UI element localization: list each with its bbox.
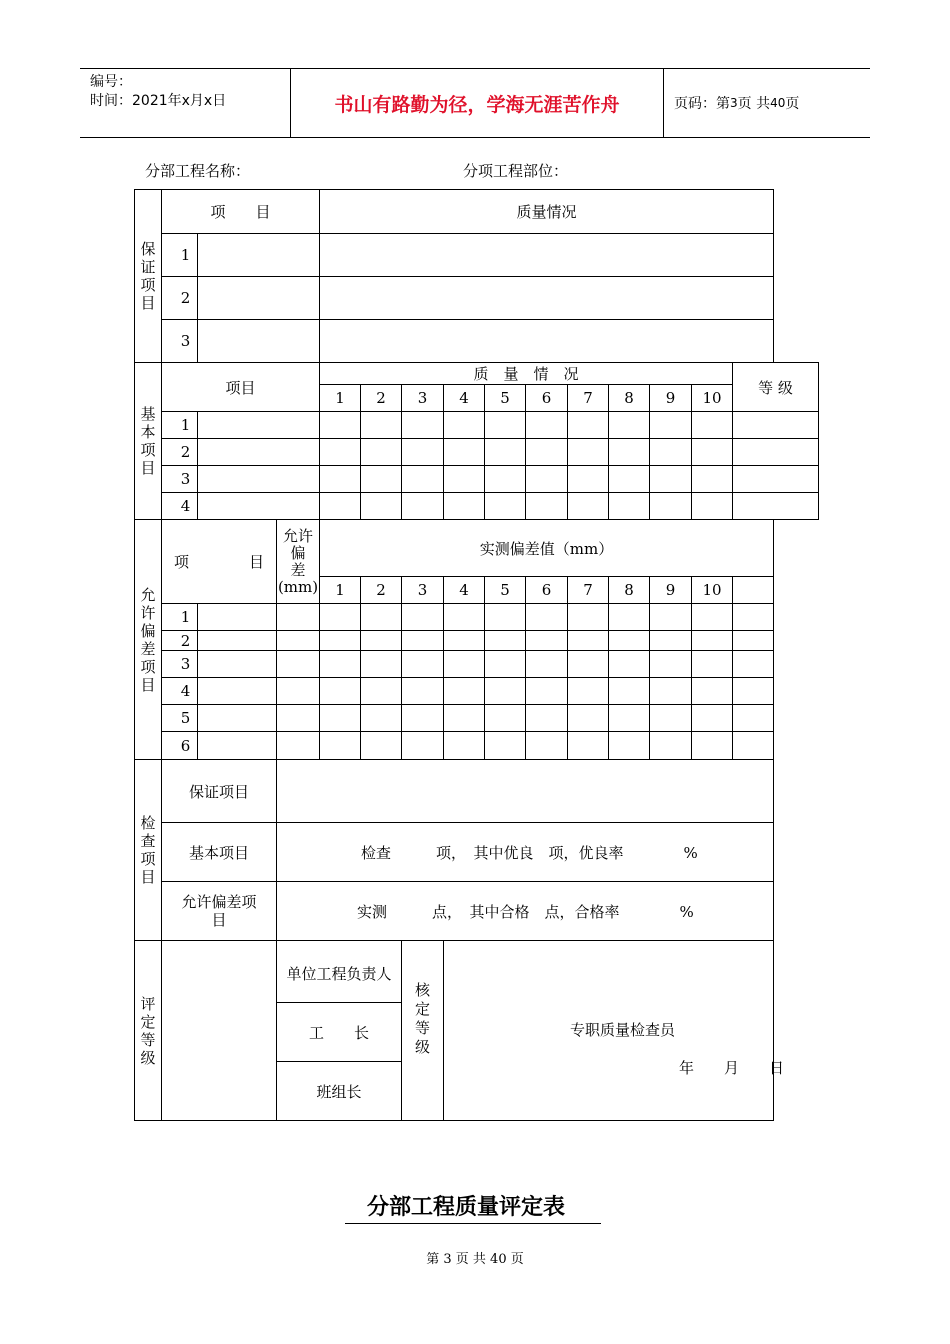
measured-value-cell[interactable] xyxy=(650,651,692,678)
guarantee-item-cell[interactable] xyxy=(198,234,320,277)
check-basic-label: 基本项目 xyxy=(162,823,277,882)
guarantee-quality-cell[interactable] xyxy=(320,234,774,277)
measured-value-cell[interactable] xyxy=(568,604,609,631)
column-number: 7 xyxy=(568,385,609,412)
basic-value-cell[interactable] xyxy=(485,412,526,439)
measured-value-cell[interactable] xyxy=(568,631,609,651)
time-label: 时间：2021年x月x日 xyxy=(90,93,227,109)
foreman-label: 工 长 xyxy=(277,1003,402,1062)
allow-deviation-cell[interactable] xyxy=(277,678,320,705)
measured-value-cell[interactable] xyxy=(444,678,485,705)
basic-value-cell[interactable] xyxy=(361,466,402,493)
measured-value-cell[interactable] xyxy=(568,678,609,705)
allow-row-number: 5 xyxy=(162,705,198,732)
measured-value-cell[interactable] xyxy=(609,678,650,705)
measured-value-cell[interactable] xyxy=(650,678,692,705)
sub-location-label: 分项工程部位： xyxy=(463,162,569,180)
measured-column-number: 6 xyxy=(526,577,568,604)
measured-value-cell[interactable] xyxy=(485,705,526,732)
basic-value-cell[interactable] xyxy=(485,439,526,466)
measured-value-cell[interactable] xyxy=(526,678,568,705)
measured-value-cell[interactable] xyxy=(650,732,692,760)
measured-value-cell[interactable] xyxy=(692,678,733,705)
guarantee-quality-cell[interactable] xyxy=(320,320,774,363)
team-leader-label: 班组长 xyxy=(277,1062,402,1121)
header-meta xyxy=(80,69,291,137)
allow-item-cell[interactable] xyxy=(198,631,277,651)
basic-value-cell[interactable] xyxy=(320,493,361,520)
inspector-area[interactable] xyxy=(444,941,785,1121)
page-number: 3 xyxy=(730,96,738,110)
basic-value-cell[interactable] xyxy=(444,439,485,466)
grade-cell[interactable] xyxy=(733,493,819,520)
eval-grade-cell[interactable] xyxy=(162,941,277,1121)
measured-value-cell[interactable] xyxy=(485,678,526,705)
measured-value-cell[interactable] xyxy=(485,631,526,651)
basic-value-cell[interactable] xyxy=(526,412,568,439)
basic-value-cell[interactable] xyxy=(650,466,692,493)
check-section-label: 检 查 项 目 xyxy=(135,760,162,941)
basic-value-cell[interactable] xyxy=(485,466,526,493)
measured-value-cell[interactable] xyxy=(526,705,568,732)
basic-value-cell[interactable] xyxy=(568,412,609,439)
item-header: 项 目 xyxy=(162,190,320,234)
basic-quality-header: 质 量 情 况 xyxy=(320,363,733,385)
page-suffix: 页 xyxy=(785,96,800,112)
page-title: 分部工程质量评定表 xyxy=(345,1190,601,1224)
measured-column-number: 3 xyxy=(402,577,444,604)
measured-value-cell[interactable] xyxy=(733,631,774,651)
header-motto: 书山有路勤为径，学海无涯苦作舟 xyxy=(291,69,664,137)
basic-item-cell[interactable] xyxy=(198,493,320,520)
guarantee-quality-cell[interactable] xyxy=(320,277,774,320)
measured-value-cell[interactable] xyxy=(402,631,444,651)
measured-value-cell[interactable] xyxy=(361,732,402,760)
allow-deviation-cell[interactable] xyxy=(277,631,320,651)
measured-value-cell[interactable] xyxy=(526,651,568,678)
measured-value-cell[interactable] xyxy=(733,651,774,678)
allow-section-label: 允 许 偏 差 项 目 xyxy=(135,520,162,760)
page-total: 40 xyxy=(770,96,786,110)
column-number: 9 xyxy=(650,385,692,412)
basic-value-cell[interactable] xyxy=(609,412,650,439)
basic-value-cell[interactable] xyxy=(526,466,568,493)
basic-value-cell[interactable] xyxy=(526,439,568,466)
basic-value-cell[interactable] xyxy=(361,412,402,439)
measured-value-cell[interactable] xyxy=(444,732,485,760)
basic-value-cell[interactable] xyxy=(692,466,733,493)
allow-deviation-header: 允许偏 差 (mm) xyxy=(277,520,320,604)
column-number: 2 xyxy=(361,385,402,412)
column-number: 3 xyxy=(402,385,444,412)
basic-value-cell[interactable] xyxy=(650,493,692,520)
measured-value-cell[interactable] xyxy=(526,604,568,631)
measured-value-cell[interactable] xyxy=(320,678,361,705)
page-footer: 第 3 页 共 40 页 xyxy=(426,1252,524,1267)
basic-section-label: 基 本 项 目 xyxy=(135,363,162,520)
guarantee-row-number: 2 xyxy=(162,277,198,320)
measured-value-cell[interactable] xyxy=(320,651,361,678)
basic-value-cell[interactable] xyxy=(568,466,609,493)
check-guarantee-label: 保证项目 xyxy=(162,760,277,823)
check-allow-summary[interactable]: 实测 点， 其中合格 点，合格率 % xyxy=(277,882,774,941)
measured-value-cell[interactable] xyxy=(568,651,609,678)
column-number: 5 xyxy=(485,385,526,412)
measured-value-cell[interactable] xyxy=(650,631,692,651)
measured-value-cell[interactable] xyxy=(733,678,774,705)
measured-value-cell[interactable] xyxy=(568,705,609,732)
measured-value-cell[interactable] xyxy=(361,705,402,732)
header-page-info xyxy=(664,69,870,137)
basic-value-cell[interactable] xyxy=(609,493,650,520)
measured-deviation-header: 实测偏差值（mm） xyxy=(320,520,774,577)
measured-value-cell[interactable] xyxy=(402,651,444,678)
allow-item-cell[interactable] xyxy=(198,732,277,760)
measured-column-number: 2 xyxy=(361,577,402,604)
measured-value-cell[interactable] xyxy=(485,732,526,760)
basic-value-cell[interactable] xyxy=(444,493,485,520)
basic-row-number: 1 xyxy=(162,412,198,439)
measured-value-cell[interactable] xyxy=(609,631,650,651)
basic-value-cell[interactable] xyxy=(402,466,444,493)
basic-value-cell[interactable] xyxy=(650,412,692,439)
allow-row-number: 2 xyxy=(162,631,198,651)
measured-value-cell[interactable] xyxy=(609,705,650,732)
allow-deviation-cell[interactable] xyxy=(277,732,320,760)
measured-column-extra xyxy=(733,577,774,604)
guarantee-row-number: 3 xyxy=(162,320,198,363)
serial-label: 编号： xyxy=(90,74,132,90)
allow-item-cell[interactable] xyxy=(198,705,277,732)
measured-column-number: 8 xyxy=(609,577,650,604)
basic-row-number: 4 xyxy=(162,493,198,520)
basic-value-cell[interactable] xyxy=(320,466,361,493)
measured-value-cell[interactable] xyxy=(609,651,650,678)
measured-column-number: 7 xyxy=(568,577,609,604)
measured-value-cell[interactable] xyxy=(650,604,692,631)
guarantee-row-number: 1 xyxy=(162,234,198,277)
basic-row-number: 3 xyxy=(162,466,198,493)
basic-value-cell[interactable] xyxy=(402,493,444,520)
basic-value-cell[interactable] xyxy=(609,466,650,493)
measured-value-cell[interactable] xyxy=(733,604,774,631)
measured-value-cell[interactable] xyxy=(568,732,609,760)
basic-item-header: 项目 xyxy=(162,363,320,412)
page-header xyxy=(80,68,870,138)
measured-value-cell[interactable] xyxy=(402,678,444,705)
unit-leader-label: 单位工程负责人 xyxy=(277,941,402,1003)
measured-value-cell[interactable] xyxy=(485,651,526,678)
date-label: 年 月 日 xyxy=(679,1059,785,1077)
measured-value-cell[interactable] xyxy=(444,631,485,651)
division-name-label: 分部工程名称： xyxy=(145,162,251,180)
measured-value-cell[interactable] xyxy=(609,604,650,631)
measured-value-cell[interactable] xyxy=(733,732,774,760)
basic-value-cell[interactable] xyxy=(402,412,444,439)
basic-value-cell[interactable] xyxy=(568,493,609,520)
measured-column-number: 4 xyxy=(444,577,485,604)
measured-value-cell[interactable] xyxy=(609,732,650,760)
basic-value-cell[interactable] xyxy=(444,466,485,493)
column-number: 1 xyxy=(320,385,361,412)
basic-value-cell[interactable] xyxy=(361,493,402,520)
measured-value-cell[interactable] xyxy=(320,631,361,651)
measured-value-cell[interactable] xyxy=(485,604,526,631)
basic-value-cell[interactable] xyxy=(485,493,526,520)
measured-column-number: 5 xyxy=(485,577,526,604)
measured-value-cell[interactable] xyxy=(692,705,733,732)
measured-value-cell[interactable] xyxy=(650,705,692,732)
eval-section-label: 评 定 等 级 xyxy=(135,941,162,1121)
page-mid: 页 共 xyxy=(737,96,771,112)
grade-header: 等 级 xyxy=(733,363,819,412)
basic-value-cell[interactable] xyxy=(526,493,568,520)
measured-value-cell[interactable] xyxy=(733,705,774,732)
allow-row-number: 6 xyxy=(162,732,198,760)
allow-deviation-cell[interactable] xyxy=(277,705,320,732)
measured-value-cell[interactable] xyxy=(526,631,568,651)
grade-cell[interactable] xyxy=(733,466,819,493)
allow-item-header: 项 目 xyxy=(162,520,277,604)
guarantee-item-cell[interactable] xyxy=(198,277,320,320)
basic-item-cell[interactable] xyxy=(198,439,320,466)
column-number: 8 xyxy=(609,385,650,412)
measured-column-number: 9 xyxy=(650,577,692,604)
inspector-label: 专职质量检查员 xyxy=(570,1021,676,1039)
measured-value-cell[interactable] xyxy=(361,604,402,631)
basic-item-cell[interactable] xyxy=(198,466,320,493)
check-guarantee-value[interactable] xyxy=(277,760,774,823)
measured-value-cell[interactable] xyxy=(320,705,361,732)
allow-item-cell[interactable] xyxy=(198,678,277,705)
allow-deviation-cell[interactable] xyxy=(277,651,320,678)
verify-grade-label: 核 定 等 级 xyxy=(402,941,444,1121)
basic-value-cell[interactable] xyxy=(361,439,402,466)
basic-value-cell[interactable] xyxy=(692,412,733,439)
allow-row-number: 4 xyxy=(162,678,198,705)
measured-value-cell[interactable] xyxy=(692,651,733,678)
allow-deviation-cell[interactable] xyxy=(277,604,320,631)
measured-value-cell[interactable] xyxy=(444,604,485,631)
measured-column-number: 1 xyxy=(320,577,361,604)
basic-value-cell[interactable] xyxy=(320,412,361,439)
basic-value-cell[interactable] xyxy=(692,493,733,520)
basic-value-cell[interactable] xyxy=(402,439,444,466)
basic-value-cell[interactable] xyxy=(650,439,692,466)
basic-row-number: 2 xyxy=(162,439,198,466)
measured-value-cell[interactable] xyxy=(402,705,444,732)
measured-value-cell[interactable] xyxy=(320,732,361,760)
measured-value-cell[interactable] xyxy=(692,604,733,631)
measured-value-cell[interactable] xyxy=(444,705,485,732)
basic-value-cell[interactable] xyxy=(444,412,485,439)
measured-value-cell[interactable] xyxy=(361,651,402,678)
basic-item-cell[interactable] xyxy=(198,412,320,439)
basic-value-cell[interactable] xyxy=(692,439,733,466)
grade-cell[interactable] xyxy=(733,412,819,439)
allow-item-cell[interactable] xyxy=(198,604,277,631)
measured-value-cell[interactable] xyxy=(402,732,444,760)
allow-row-number: 1 xyxy=(162,604,198,631)
column-number: 6 xyxy=(526,385,568,412)
grade-cell[interactable] xyxy=(733,439,819,466)
measured-value-cell[interactable] xyxy=(526,732,568,760)
allow-row-number: 3 xyxy=(162,651,198,678)
basic-value-cell[interactable] xyxy=(320,439,361,466)
page-prefix: 页码：第 xyxy=(674,96,730,112)
measured-value-cell[interactable] xyxy=(320,604,361,631)
column-number: 10 xyxy=(692,385,733,412)
column-number: 4 xyxy=(444,385,485,412)
quality-header: 质量情况 xyxy=(320,190,774,234)
measured-value-cell[interactable] xyxy=(692,631,733,651)
measured-value-cell[interactable] xyxy=(361,678,402,705)
measured-value-cell[interactable] xyxy=(361,631,402,651)
basic-value-cell[interactable] xyxy=(609,439,650,466)
guarantee-item-cell[interactable] xyxy=(198,320,320,363)
measured-column-number: 10 xyxy=(692,577,733,604)
measured-value-cell[interactable] xyxy=(444,651,485,678)
basic-value-cell[interactable] xyxy=(568,439,609,466)
check-allow-label: 允许偏差项 目 xyxy=(162,882,277,941)
measured-value-cell[interactable] xyxy=(402,604,444,631)
measured-value-cell[interactable] xyxy=(692,732,733,760)
quality-table xyxy=(134,189,819,1121)
guarantee-section-label: 保 证 项 目 xyxy=(135,190,162,363)
allow-item-cell[interactable] xyxy=(198,651,277,678)
check-basic-summary[interactable]: 检查 项， 其中优良 项，优良率 % xyxy=(277,823,774,882)
